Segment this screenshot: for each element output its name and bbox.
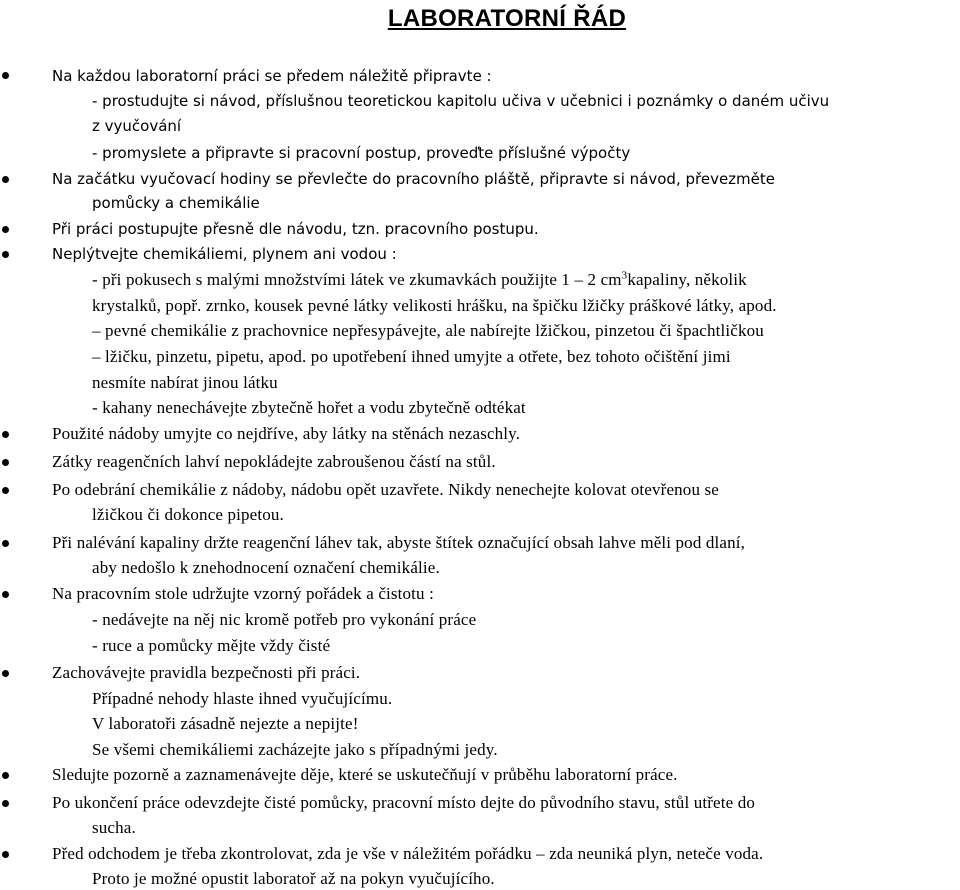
rule-line: Zátky reagenčních lahví nepokládejte zabroušenou částí na stůl. xyxy=(52,452,496,471)
rule-line: krystalků, popř. zrnko, kousek pevné látky velikosti hrášku, na špičku lžičky práškové látky, apod. xyxy=(92,296,777,315)
bullet xyxy=(2,851,9,858)
rule-line: – pevné chemikálie z prachovnice nepřesypávejte, ale nabírejte lžičkou, pinzetou či špachtličkou xyxy=(92,321,764,340)
rule-line: - ruce a pomůcky mějte vždy čisté xyxy=(92,636,331,655)
bullet xyxy=(2,226,9,233)
rule-line: Po odebrání chemikálie z nádoby, nádobu opět uzavřete. Nikdy nenechejte kolovat otevřenou se xyxy=(52,480,719,499)
rule-line: Zachovávejte pravidla bezpečnosti při práci. xyxy=(52,663,361,682)
rule-line: Před odchodem je třeba zkontrolovat, zda je vše v náležitém pořádku – zda neuniká plyn, neteče voda. xyxy=(52,844,764,863)
bullet xyxy=(2,251,9,258)
rule-line: Sledujte pozorně a zaznamenávejte děje, které se uskutečňují v průběhu laboratorní práce. xyxy=(52,765,678,784)
document-title: LABORATORNÍ ŘÁD xyxy=(387,5,627,32)
rule-line: Použité nádoby umyjte co nejdříve, aby látky na stěnách nezaschly. xyxy=(52,424,521,443)
rule-line: sucha. xyxy=(92,818,136,837)
rule-line: Po ukončení práce odevzdejte čisté pomůcky, pracovní místo dejte do původního stavu, stůl utřete do xyxy=(52,793,756,812)
bullet xyxy=(2,431,9,438)
rule-line: Na začátku vyučovací hodiny se převlečte do pracovního pláště, připravte si návod, převezměte xyxy=(52,170,776,188)
bullet xyxy=(2,670,9,677)
rule-line: - prostudujte si návod, příslušnou teoretickou kapitolu učiva v učebnici i poznámky o daném učivu xyxy=(92,92,830,110)
rule-line: z vyučování xyxy=(92,117,182,135)
rule-line: Se všemi chemikáliemi zacházejte jako s případnými jedy. xyxy=(92,740,498,759)
rule-line: pomůcky a chemikálie xyxy=(92,194,260,212)
rule-line: V laboratoři zásadně nejezte a nepijte! xyxy=(92,714,359,733)
rule-line: Na pracovním stole udržujte vzorný pořádek a čistotu : xyxy=(52,584,434,603)
rule-line: – lžičku, pinzetu, pipetu, apod. po upotřebení ihned umyjte a otřete, bez tohoto očištění jimi xyxy=(92,347,731,366)
rule-line: nesmíte nabírat jinou látku xyxy=(92,373,278,392)
bullet xyxy=(2,459,9,466)
rule-line: Na každou laboratorní práci se předem náležitě připravte : xyxy=(52,67,492,85)
rule-line: - kahany nenechávejte zbytečně hořet a vodu zbytečně odtékat xyxy=(92,398,526,417)
rule-line: Případné nehody hlaste ihned vyučujícímu. xyxy=(92,689,393,708)
rule-line: Při nalévání kapaliny držte reagenční láhev tak, abyste štítek označující obsah lahve měli pod dlaní, xyxy=(52,533,746,552)
bullet xyxy=(2,591,9,598)
bullet xyxy=(2,176,9,183)
rule-line: - promyslete a připravte si pracovní postup, proveďte příslušné výpočty xyxy=(92,144,631,162)
rule-line: - nedávejte na něj nic kromě potřeb pro vykonání práce xyxy=(92,610,477,629)
rule-line: Proto je možné opustit laboratoř až na pokyn vyučujícího. xyxy=(92,869,495,888)
superscript: 3 xyxy=(621,269,628,282)
rule-line: aby nedošlo k znehodnocení označení chemikálie. xyxy=(92,558,440,577)
rule-line: lžičkou či dokonce pipetou. xyxy=(92,505,284,524)
bullet xyxy=(2,800,9,807)
rule-text: - při pokusech s malými množstvími látek ve zkumavkách použijte 1 – 2 cm xyxy=(92,270,622,289)
bullet xyxy=(2,487,9,494)
bullet xyxy=(2,72,9,79)
rule-text: kapaliny, několik xyxy=(627,270,747,289)
bullet xyxy=(2,540,9,547)
rule-line: Neplýtvejte chemikáliemi, plynem ani vodou : xyxy=(52,245,397,263)
rule-line xyxy=(92,270,747,290)
rule-line: Při práci postupujte přesně dle návodu, tzn. pracovního postupu. xyxy=(52,220,539,238)
bullet xyxy=(2,772,9,779)
